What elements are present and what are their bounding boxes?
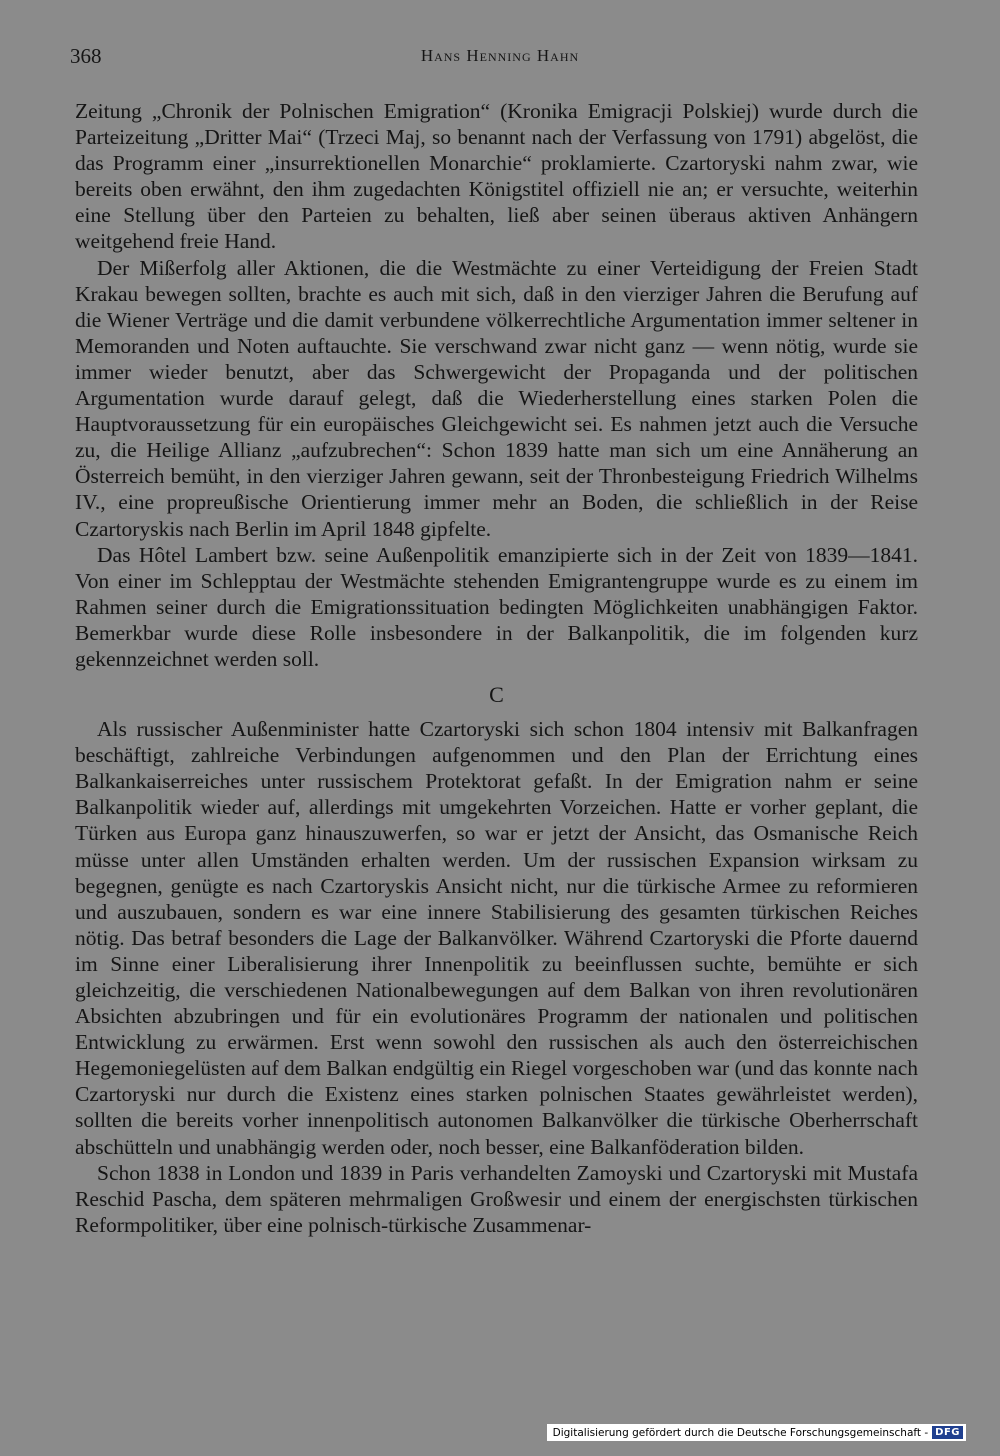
- paragraph: Zeitung „Chronik der Polnischen Emigration“ (Kronika Emigracji Polskiej) wurde durch die Parteizeitung „Dritter Mai“ (Trzeci Maj, so benannt nach der Verfassung von 1791) abgelöst, die das Programm einer „insurrektionellen Monarchie“ proklamierte. Czartoryski nahm zwar, wie bereits oben erwähnt, den ihm zugedachten Königstitel offiziell nie an; er versuchte, weiterhin eine Stellung über den Parteien zu behalten, ließ aber seinen überaus aktiven Anhängern weitgehend freie Hand.: [75, 99, 918, 254]
- dfg-logo-icon: DFG: [932, 1426, 963, 1439]
- paragraph: Schon 1838 in London und 1839 in Paris verhandelten Zamoyski und Czartoryski mit Mustafa Reschid Pascha, dem späteren mehrmaligen Großwesir und einem der energischsten türkischen Reformpolitiker, über eine polnisch-türkische Zusammenar-: [75, 1160, 918, 1237]
- section-heading: C: [489, 682, 504, 708]
- credit-text: Digitalisierung gefördert durch die Deutsche Forschungsgemeinschaft -: [552, 1426, 929, 1439]
- digitization-credit: [547, 1424, 966, 1441]
- paragraph: Als russischer Außenminister hatte Czartoryski sich schon 1804 intensiv mit Balkanfragen beschäftigt, zahlreiche Verbindungen aufgenommen und den Plan der Errichtung eines Balkankaiserreiches unter russischem Protektorat gefaßt. In der Emigration nahm er seine Balkanpolitik wieder auf, allerdings mit umgekehrten Vorzeichen. Hatte er vorher geplant, die Türken aus Europa ganz hinauszuwerfen, so war er jetzt der Ansicht, das Osmanische Reich müsse unter allen Umständen erhalten werden. Um der russischen Expansion wirksam zu begegnen, genügte es nach Czartoryskis Ansicht nicht, nur die türkische Armee zu reformieren und auszubauen, sondern es war eine innere Stabilisierung des gesamten türkischen Reiches nötig. Das betraf besonders die Lage der Balkanvölker. Während Czartoryski die Pforte dauernd im Sinne einer Liberalisierung ihrer Innenpolitik zu beeinflussen suchte, bemühte er sich gleichzeitig, die verschiedenen Nationalbewegungen auf dem Balkan von ihren revolutionären Absichten abzubringen und für ein evolutionäres Programm der nationalen und politischen Entwicklung zu erwärmen. Erst wenn sowohl den russischen als auch den österreichischen Hegemoniegelüsten auf dem Balkan endgültig ein Riegel vorgeschoben war (und das konnte nach Czartoryski nur durch die Existenz eines starken polnischen Staates gewährleistet werden), sollten die bereits vorher innenpolitisch autonomen Balkanvölker die türkische Oberherrschaft abschütteln und unabhängig werden oder, noch besser, eine Balkanföderation bilden.: [75, 717, 918, 1159]
- paragraph: Das Hôtel Lambert bzw. seine Außenpolitik emanzipierte sich in der Zeit von 1839—1841. Von einer im Schlepptau der Westmächte stehenden Emigrantengruppe wurde es zu einem im Rahmen seiner durch die Emigrationssituation bedingten Möglichkeiten unabhängigen Faktor. Bemerkbar wurde diese Rolle insbesondere in der Balkanpolitik, die im folgenden kurz gekennzeichnet werden soll.: [75, 542, 918, 671]
- page-number: 368: [70, 44, 102, 68]
- running-head: Hans Henning Hahn: [420, 46, 580, 65]
- main-text: [75, 98, 918, 1238]
- paragraph: Der Mißerfolg aller Aktionen, die die Westmächte zu einer Verteidigung der Freien Stadt Krakau bewegen sollten, brachte es auch mit sich, daß in den vierziger Jahren die Berufung auf die Wiener Verträge und die damit verbundene völkerrechtliche Argumentation immer seltener in Memoranden und Noten auftauchte. Sie verschwand zwar nicht ganz — wenn nötig, wurde sie immer wieder benutzt, aber das Schwergewicht der Propaganda und der politischen Argumentation wurde darauf gelegt, daß die Wiederherstellung eines starken Polen die Hauptvoraussetzung für ein europäisches Gleichgewicht sei. Es nahmen jetzt auch die Versuche zu, die Heilige Allianz „aufzubrechen“: Schon 1839 hatte man sich um eine Annäherung an Österreich bemüht, in den vierziger Jahren gewann, seit der Thronbesteigung Friedrich Wilhelms IV., eine propreußische Orientierung immer mehr an Boden, die schließlich in der Reise Czartoryskis nach Berlin im April 1848 gipfelte.: [75, 255, 918, 541]
